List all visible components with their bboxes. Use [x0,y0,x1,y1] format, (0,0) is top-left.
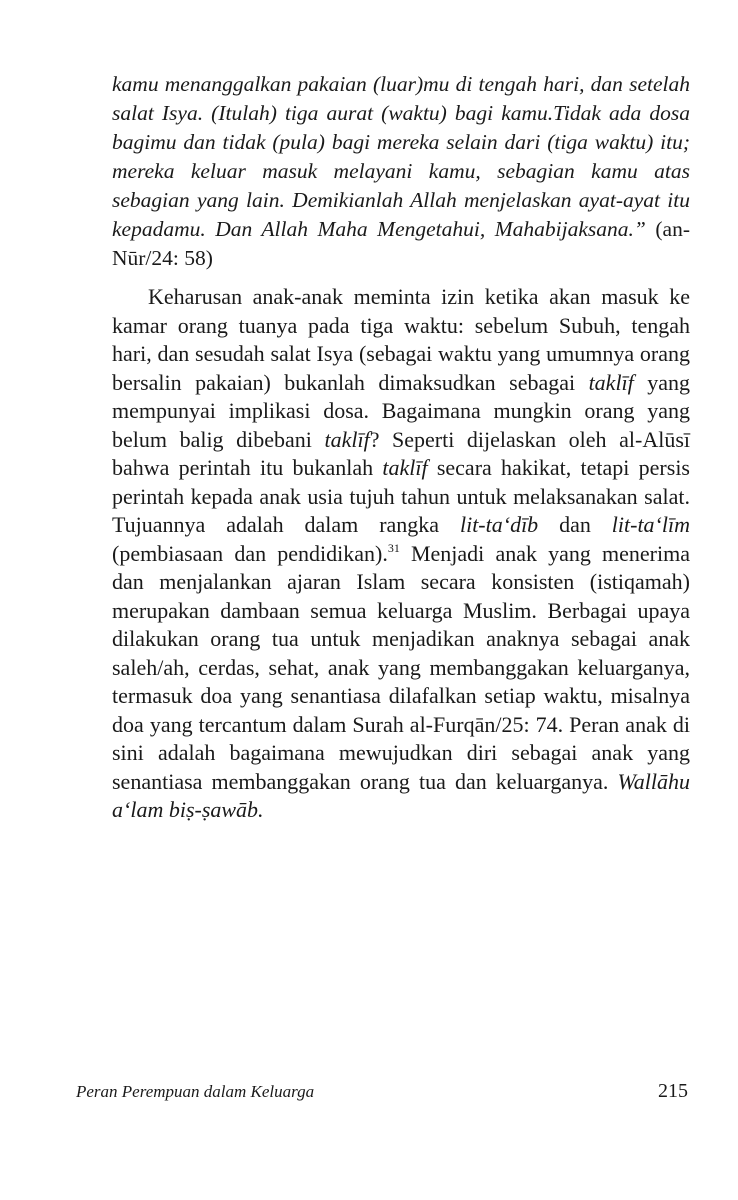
para-text-2: yang mempunyai implikasi dosa. Bagaimana mungkin orang yang belum balig dibebani [112,369,690,452]
para-text-6: (pembiasaan dan pendidikan). [112,540,388,566]
para-text-7: Menjadi anak yang menerima dan menjalankan ajaran Islam secara konsisten (istiqamah) merupakan dambaan semua keluarga Muslim. Berbagai upaya dilakukan orang tua untuk menjadikan anaknya sebagai anak saleh/ah, cerdas, sehat, anak yang membanggakan keluarganya, termasuk doa yang senantiasa dilafalkan setiap waktu, misalnya doa yang tercantum dalam Surah al-Furqān/25: 74. Peran anak di sini adalah bagaimana mewujudkan diri sebagai anak yang senantiasa membanggakan orang tua dan keluarganya. [112,540,690,794]
term-lit-talim: lit-ta‘līm [611,512,690,537]
closing-phrase: Wallāhu a‘lam biṣ-ṣawāb. [112,768,690,822]
running-footer-title: Peran Perempuan dalam Keluarga [76,1082,315,1101]
term-lit-tadib: lit-ta‘dīb [459,512,539,537]
term-taklif-1: taklīf [588,369,634,395]
quote-reference: (an-Nūr/24: 58) [112,217,690,270]
para-text-4: secara hakikat, tetapi persis perintah kepada anak usia tujuh tahun untuk melaksanakan salat. Tujuannya adalah dalam rangka [112,455,690,537]
para-text-1: Keharusan anak-anak meminta izin ketika akan masuk ke kamar orang tuanya pada tiga waktu: sebelum Subuh, tengah hari, dan sesudah salat Isya (sebagai waktu yang umumnya orang bersalin pakaian) bukanlah dimaksudkan sebagai [112,284,690,395]
para-text-5: dan [538,512,612,537]
body-paragraph [112,283,690,825]
page-number: 215 [658,1080,688,1102]
term-taklif-3: taklīf [382,455,428,480]
quote-text: kamu menanggalkan pakaian (luar)mu di tengah hari, dan setelah salat Isya. (Itulah) tiga aurat (waktu) bagi kamu.Tidak ada dosa bagimu dan tidak (pula) bagi mereka selain dari (tiga waktu) itu; mereka keluar masuk melayani kamu, sebagian kamu atas sebagian yang lain. Demikianlah Allah menjelaskan ayat-ayat itu kepadamu. Dan Allah Maha Mengetahui, Mahabijaksana.” [112,72,690,241]
para-text-3: ? Seperti dijelaskan oleh al-Alūsī bahwa perintah itu bukanlah [112,426,691,480]
quran-quote [112,70,690,273]
footnote-marker[interactable]: 31 [387,540,400,555]
term-taklif-2: taklīf [324,426,370,452]
